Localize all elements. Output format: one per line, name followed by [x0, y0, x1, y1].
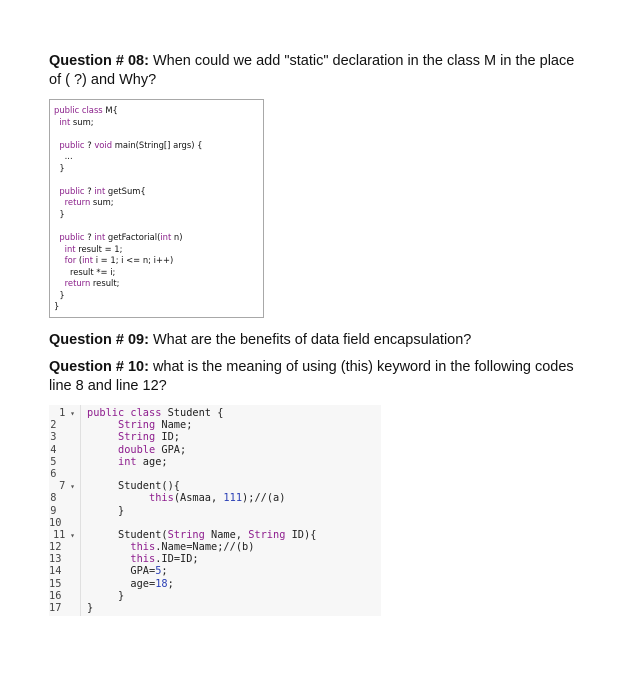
question-08-text: When could we add "static" declaration in the class M in the place of ( ?) and Why?	[49, 53, 575, 88]
question-09-text: What are the benefits of data field encapsulation?	[148, 332, 472, 348]
question-09-label: Question # 09:	[49, 332, 149, 348]
code-lines	[87, 407, 316, 614]
code-line: }	[54, 301, 60, 312]
code-line: }	[87, 589, 125, 602]
code-line: public ? void main(String[] args) {	[59, 139, 203, 150]
code-line: age=18;	[87, 577, 174, 590]
code-line: int age;	[118, 455, 168, 468]
line-number: 8	[50, 492, 57, 505]
gutter-divider	[80, 405, 81, 616]
code-line: Student(String Name, String ID){	[87, 528, 317, 541]
code-line	[54, 128, 263, 140]
code-line: double GPA;	[118, 443, 187, 456]
code-line	[87, 468, 316, 480]
code-line: public ? int getFactorial(int n)	[59, 232, 183, 243]
code-line: GPA=5;	[87, 565, 168, 578]
question-08-label: Question # 08:	[49, 53, 149, 69]
line-number: 11 ▾	[52, 528, 75, 541]
code-line: }	[87, 602, 94, 614]
question-09	[49, 331, 589, 350]
line-number: 2	[50, 419, 57, 432]
question-10-label: Question # 10:	[49, 359, 149, 375]
code-line: }	[54, 162, 65, 173]
code-line: public ? int getSum{	[59, 185, 146, 196]
code-line: }	[87, 504, 125, 517]
line-number: 9	[50, 504, 57, 517]
question-10-text: what is the meaning of using (this) keyword in the following codes line 8 and line 12?	[49, 359, 574, 394]
code-line: this(Asmaa, 111);//(a)	[149, 492, 286, 505]
line-number: 7 ▾	[59, 480, 75, 493]
fold-arrow-icon[interactable]: ▾	[65, 482, 75, 492]
line-number: 6	[50, 467, 57, 480]
line-number: 3	[50, 431, 57, 444]
line-number: 4	[50, 443, 57, 456]
code-line: Student(){	[87, 480, 180, 493]
code-line: }	[54, 289, 65, 300]
code-line: String ID;	[118, 431, 181, 444]
line-number: 12	[49, 541, 62, 554]
code-block-student	[49, 405, 381, 616]
line-number: 17	[49, 602, 62, 614]
line-number-gutter	[49, 407, 75, 614]
line-number: 10	[49, 516, 62, 529]
code-line: ...	[54, 151, 73, 162]
line-number: 15	[49, 577, 62, 590]
code-line: int sum;	[59, 116, 94, 127]
code-line: return sum;	[64, 197, 114, 208]
line-number: 16	[49, 589, 62, 602]
code-line: for (int i = 1; i <= n; i++)	[64, 255, 174, 266]
line-number: 14	[49, 565, 62, 578]
code-line: int result = 1;	[64, 243, 123, 254]
code-line: this.Name=Name;//(b)	[130, 541, 255, 554]
code-line: String Name;	[118, 419, 193, 432]
code-line: public class Student {	[87, 407, 224, 419]
line-number: 5	[50, 455, 57, 468]
question-08	[49, 52, 589, 90]
line-number: 1 ▾	[59, 407, 75, 419]
question-10	[49, 358, 589, 396]
code-line: }	[54, 208, 65, 219]
code-line	[87, 517, 316, 529]
code-line	[54, 220, 263, 232]
code-line: this.ID=ID;	[130, 553, 199, 566]
fold-arrow-icon[interactable]: ▾	[65, 409, 75, 418]
code-line	[54, 174, 263, 186]
code-block-class-m	[49, 99, 264, 318]
code-line: return result;	[64, 278, 120, 289]
fold-arrow-icon[interactable]: ▾	[65, 530, 75, 540]
line-number: 13	[49, 553, 62, 566]
code-line: public class M{	[54, 105, 118, 115]
code-line: result *= i;	[54, 266, 116, 277]
